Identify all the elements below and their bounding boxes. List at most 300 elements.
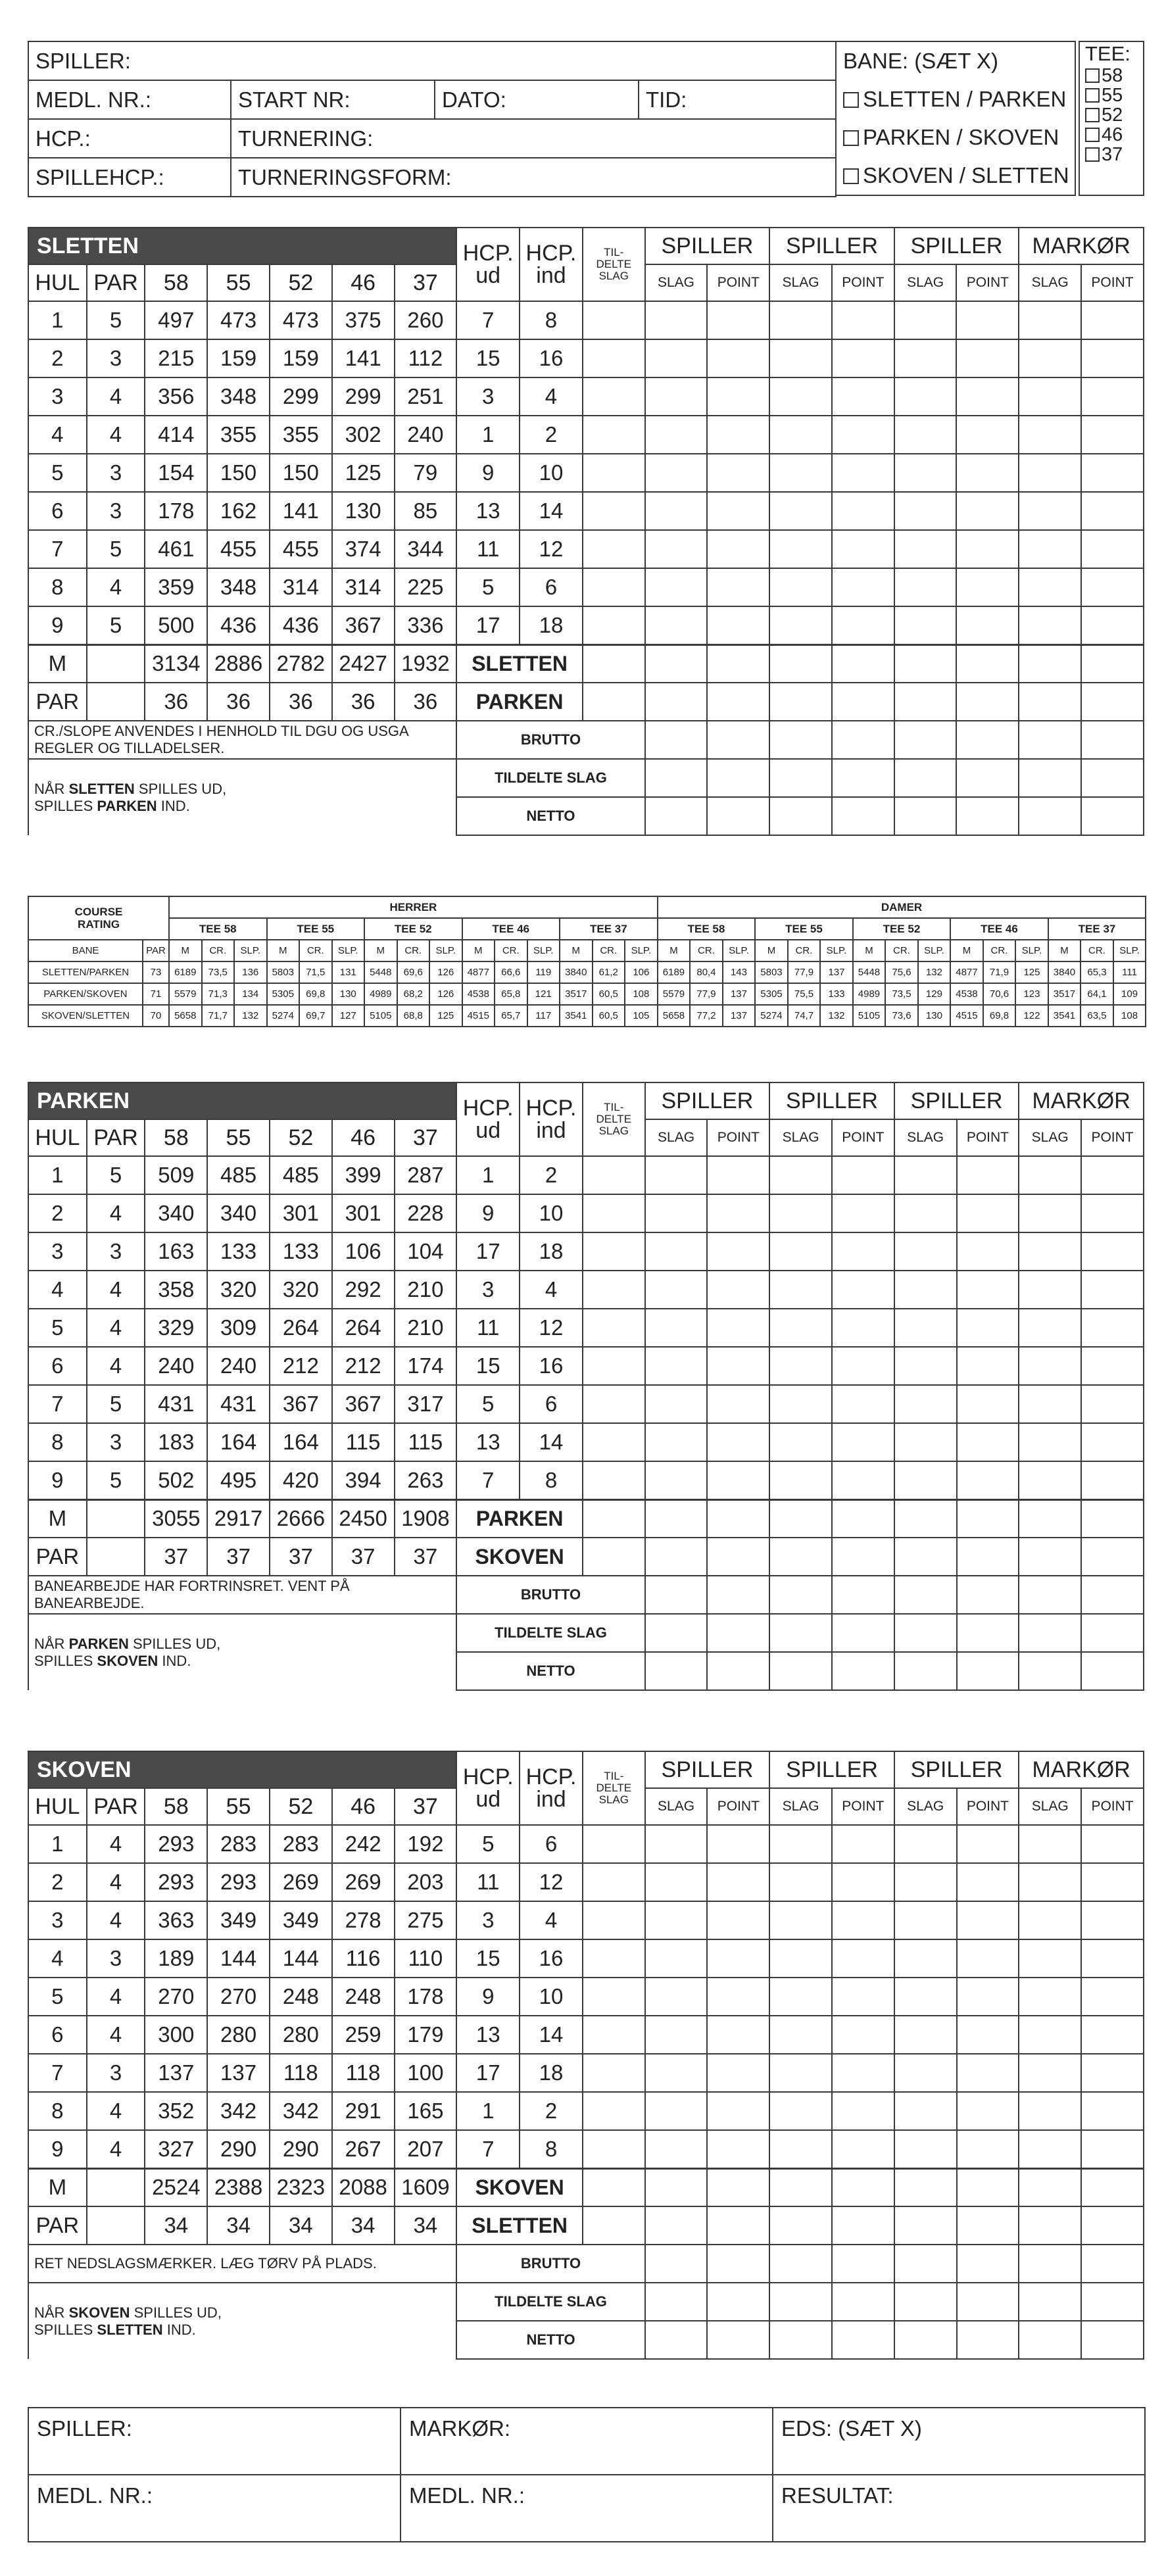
score-cell[interactable]	[645, 301, 708, 339]
score-cell[interactable]	[894, 568, 957, 606]
score-cell[interactable]	[707, 1156, 769, 1194]
score-cell[interactable]	[645, 1901, 708, 1939]
score-cell[interactable]	[769, 339, 832, 377]
score-cell[interactable]	[1019, 568, 1081, 606]
score-cell[interactable]	[645, 1576, 708, 1614]
score-cell[interactable]	[707, 2092, 769, 2130]
score-cell[interactable]	[1019, 1461, 1081, 1499]
score-cell[interactable]	[832, 2206, 894, 2245]
score-cell[interactable]	[1019, 377, 1081, 416]
tildelte-cell[interactable]	[583, 2206, 645, 2245]
score-cell[interactable]	[1081, 1309, 1144, 1347]
tildelte-cell[interactable]	[583, 416, 645, 454]
dato-field[interactable]: DATO:	[435, 80, 639, 119]
signature-eds[interactable]: EDS: (SÆT X)	[773, 2408, 1145, 2475]
bane-option[interactable]: PARKEN / SKOVEN	[837, 118, 1075, 157]
score-cell[interactable]	[1019, 1194, 1081, 1232]
score-cell[interactable]	[832, 797, 894, 835]
score-cell[interactable]	[645, 2321, 708, 2359]
tildelte-cell[interactable]	[583, 1978, 645, 2016]
score-cell[interactable]	[832, 2245, 894, 2283]
score-cell[interactable]	[645, 2245, 708, 2283]
score-cell[interactable]	[957, 1825, 1019, 1863]
score-cell[interactable]	[645, 1423, 708, 1461]
score-cell[interactable]	[707, 644, 769, 683]
score-cell[interactable]	[1019, 683, 1081, 721]
score-cell[interactable]	[645, 1347, 708, 1385]
score-cell[interactable]	[832, 1825, 894, 1863]
tildelte-cell[interactable]	[583, 1461, 645, 1499]
checkbox-icon[interactable]	[1085, 147, 1100, 162]
score-cell[interactable]	[645, 2054, 708, 2092]
score-cell[interactable]	[957, 1499, 1019, 1538]
score-cell[interactable]	[707, 606, 769, 644]
score-cell[interactable]	[832, 1347, 894, 1385]
score-cell[interactable]	[957, 2206, 1019, 2245]
score-cell[interactable]	[645, 1385, 708, 1423]
score-cell[interactable]	[1081, 492, 1144, 530]
score-cell[interactable]	[1019, 492, 1081, 530]
tildelte-cell[interactable]	[583, 339, 645, 377]
score-cell[interactable]	[956, 721, 1019, 759]
score-cell[interactable]	[769, 530, 832, 568]
score-cell[interactable]	[832, 339, 894, 377]
tee-option[interactable]: 55	[1080, 85, 1143, 105]
score-cell[interactable]	[1019, 454, 1081, 492]
spiller-field[interactable]: SPILLER:	[28, 41, 836, 80]
score-cell[interactable]	[894, 1538, 957, 1576]
medl-nr-field[interactable]: MEDL. NR.:	[28, 80, 231, 119]
score-cell[interactable]	[894, 1309, 957, 1347]
score-cell[interactable]	[894, 1652, 957, 1690]
score-cell[interactable]	[1081, 759, 1144, 797]
score-cell[interactable]	[1081, 301, 1144, 339]
score-cell[interactable]	[645, 2283, 708, 2321]
score-cell[interactable]	[894, 1194, 957, 1232]
score-cell[interactable]	[832, 1939, 894, 1978]
score-cell[interactable]	[1081, 2054, 1144, 2092]
score-cell[interactable]	[645, 644, 708, 683]
score-cell[interactable]	[707, 2168, 769, 2206]
score-cell[interactable]	[645, 454, 708, 492]
score-cell[interactable]	[707, 1978, 769, 2016]
score-cell[interactable]	[1081, 1901, 1144, 1939]
tildelte-cell[interactable]	[583, 454, 645, 492]
score-cell[interactable]	[645, 759, 708, 797]
score-cell[interactable]	[894, 1863, 957, 1901]
tildelte-cell[interactable]	[583, 2130, 645, 2168]
score-cell[interactable]	[832, 2092, 894, 2130]
score-cell[interactable]	[956, 568, 1019, 606]
score-cell[interactable]	[1019, 2283, 1081, 2321]
score-cell[interactable]	[832, 1156, 894, 1194]
score-cell[interactable]	[769, 1347, 832, 1385]
score-cell[interactable]	[707, 1939, 769, 1978]
score-cell[interactable]	[832, 1652, 894, 1690]
score-cell[interactable]	[1019, 1614, 1081, 1652]
score-cell[interactable]	[894, 1461, 957, 1499]
score-cell[interactable]	[1081, 2206, 1144, 2245]
score-cell[interactable]	[1081, 2130, 1144, 2168]
score-cell[interactable]	[645, 1538, 708, 1576]
tildelte-cell[interactable]	[583, 568, 645, 606]
tildelte-cell[interactable]	[583, 530, 645, 568]
tee-option[interactable]: 52	[1080, 105, 1143, 125]
score-cell[interactable]	[1019, 606, 1081, 644]
score-cell[interactable]	[707, 2016, 769, 2054]
score-cell[interactable]	[1019, 759, 1081, 797]
score-cell[interactable]	[894, 797, 957, 835]
tildelte-cell[interactable]	[583, 1825, 645, 1863]
score-cell[interactable]	[1081, 606, 1144, 644]
score-cell[interactable]	[1019, 1271, 1081, 1309]
score-cell[interactable]	[769, 1939, 832, 1978]
signature-resultat[interactable]: RESULTAT:	[773, 2475, 1145, 2542]
score-cell[interactable]	[769, 2168, 832, 2206]
score-cell[interactable]	[956, 339, 1019, 377]
score-cell[interactable]	[707, 1863, 769, 1901]
score-cell[interactable]	[832, 1863, 894, 1901]
score-cell[interactable]	[894, 1901, 957, 1939]
score-cell[interactable]	[1019, 644, 1081, 683]
score-cell[interactable]	[1081, 1271, 1144, 1309]
score-cell[interactable]	[832, 2321, 894, 2359]
signature-medl-nr[interactable]: MEDL. NR.:	[28, 2475, 401, 2542]
tildelte-cell[interactable]	[583, 1309, 645, 1347]
score-cell[interactable]	[1019, 721, 1081, 759]
score-cell[interactable]	[645, 1309, 708, 1347]
score-cell[interactable]	[1081, 797, 1144, 835]
checkbox-icon[interactable]	[1085, 108, 1100, 122]
score-cell[interactable]	[769, 2206, 832, 2245]
score-cell[interactable]	[894, 1385, 957, 1423]
score-cell[interactable]	[894, 530, 957, 568]
score-cell[interactable]	[956, 683, 1019, 721]
score-cell[interactable]	[894, 606, 957, 644]
score-cell[interactable]	[645, 377, 708, 416]
score-cell[interactable]	[707, 1901, 769, 1939]
score-cell[interactable]	[769, 1499, 832, 1538]
score-cell[interactable]	[894, 759, 957, 797]
score-cell[interactable]	[957, 2130, 1019, 2168]
score-cell[interactable]	[645, 1461, 708, 1499]
score-cell[interactable]	[707, 1423, 769, 1461]
bane-option[interactable]: SLETTEN / PARKEN	[837, 80, 1075, 118]
tildelte-cell[interactable]	[583, 492, 645, 530]
tee-option[interactable]: 37	[1080, 145, 1143, 164]
score-cell[interactable]	[956, 797, 1019, 835]
score-cell[interactable]	[832, 1309, 894, 1347]
score-cell[interactable]	[1019, 1863, 1081, 1901]
score-cell[interactable]	[1019, 1347, 1081, 1385]
score-cell[interactable]	[769, 2130, 832, 2168]
score-cell[interactable]	[1019, 1939, 1081, 1978]
score-cell[interactable]	[707, 2206, 769, 2245]
score-cell[interactable]	[832, 2283, 894, 2321]
score-cell[interactable]	[832, 1538, 894, 1576]
score-cell[interactable]	[1019, 1232, 1081, 1271]
score-cell[interactable]	[1081, 2245, 1144, 2283]
checkbox-icon[interactable]	[1085, 88, 1100, 103]
score-cell[interactable]	[769, 1461, 832, 1499]
score-cell[interactable]	[645, 1156, 708, 1194]
score-cell[interactable]	[769, 1901, 832, 1939]
score-cell[interactable]	[894, 2283, 957, 2321]
score-cell[interactable]	[769, 759, 832, 797]
tee-option[interactable]: 58	[1080, 66, 1143, 85]
tid-field[interactable]: TID:	[639, 80, 836, 119]
score-cell[interactable]	[645, 1652, 708, 1690]
score-cell[interactable]	[1081, 1538, 1144, 1576]
score-cell[interactable]	[1081, 1385, 1144, 1423]
score-cell[interactable]	[769, 2321, 832, 2359]
score-cell[interactable]	[645, 492, 708, 530]
score-cell[interactable]	[707, 1194, 769, 1232]
score-cell[interactable]	[1019, 1652, 1081, 1690]
score-cell[interactable]	[894, 2245, 957, 2283]
score-cell[interactable]	[894, 1576, 957, 1614]
bane-option[interactable]: SKOVEN / SLETTEN	[837, 157, 1075, 195]
score-cell[interactable]	[645, 1863, 708, 1901]
tildelte-cell[interactable]	[583, 1232, 645, 1271]
score-cell[interactable]	[957, 2168, 1019, 2206]
score-cell[interactable]	[645, 416, 708, 454]
score-cell[interactable]	[707, 568, 769, 606]
score-cell[interactable]	[957, 1309, 1019, 1347]
score-cell[interactable]	[956, 416, 1019, 454]
score-cell[interactable]	[1019, 1901, 1081, 1939]
score-cell[interactable]	[957, 1538, 1019, 1576]
score-cell[interactable]	[1019, 1309, 1081, 1347]
score-cell[interactable]	[1081, 1499, 1144, 1538]
score-cell[interactable]	[645, 1499, 708, 1538]
tildelte-cell[interactable]	[583, 2168, 645, 2206]
score-cell[interactable]	[1081, 2168, 1144, 2206]
score-cell[interactable]	[769, 454, 832, 492]
tildelte-cell[interactable]	[583, 1538, 645, 1576]
score-cell[interactable]	[832, 1423, 894, 1461]
score-cell[interactable]	[894, 1347, 957, 1385]
score-cell[interactable]	[645, 606, 708, 644]
score-cell[interactable]	[894, 1156, 957, 1194]
score-cell[interactable]	[707, 1652, 769, 1690]
score-cell[interactable]	[957, 1232, 1019, 1271]
score-cell[interactable]	[769, 1423, 832, 1461]
score-cell[interactable]	[707, 1499, 769, 1538]
score-cell[interactable]	[957, 1978, 1019, 2016]
score-cell[interactable]	[956, 301, 1019, 339]
tildelte-cell[interactable]	[583, 1156, 645, 1194]
checkbox-icon[interactable]	[843, 130, 859, 146]
score-cell[interactable]	[832, 1461, 894, 1499]
score-cell[interactable]	[769, 416, 832, 454]
score-cell[interactable]	[832, 454, 894, 492]
checkbox-icon[interactable]	[843, 168, 859, 184]
score-cell[interactable]	[832, 416, 894, 454]
score-cell[interactable]	[956, 606, 1019, 644]
score-cell[interactable]	[645, 1232, 708, 1271]
score-cell[interactable]	[645, 1614, 708, 1652]
score-cell[interactable]	[957, 2016, 1019, 2054]
score-cell[interactable]	[1019, 1538, 1081, 1576]
score-cell[interactable]	[1081, 1978, 1144, 2016]
score-cell[interactable]	[957, 1863, 1019, 1901]
score-cell[interactable]	[769, 1232, 832, 1271]
score-cell[interactable]	[1081, 1156, 1144, 1194]
score-cell[interactable]	[645, 1271, 708, 1309]
score-cell[interactable]	[894, 1939, 957, 1978]
score-cell[interactable]	[707, 339, 769, 377]
tildelte-cell[interactable]	[583, 1347, 645, 1385]
score-cell[interactable]	[1081, 1939, 1144, 1978]
score-cell[interactable]	[956, 454, 1019, 492]
tildelte-cell[interactable]	[583, 1939, 645, 1978]
score-cell[interactable]	[832, 1232, 894, 1271]
score-cell[interactable]	[707, 1825, 769, 1863]
score-cell[interactable]	[707, 2283, 769, 2321]
score-cell[interactable]	[1081, 1194, 1144, 1232]
signature-markor[interactable]: MARKØR:	[401, 2408, 773, 2475]
score-cell[interactable]	[1019, 2321, 1081, 2359]
score-cell[interactable]	[769, 2054, 832, 2092]
score-cell[interactable]	[894, 1423, 957, 1461]
score-cell[interactable]	[832, 644, 894, 683]
score-cell[interactable]	[769, 1385, 832, 1423]
tildelte-cell[interactable]	[583, 644, 645, 683]
score-cell[interactable]	[894, 1271, 957, 1309]
score-cell[interactable]	[894, 416, 957, 454]
score-cell[interactable]	[645, 1825, 708, 1863]
score-cell[interactable]	[707, 530, 769, 568]
score-cell[interactable]	[957, 1939, 1019, 1978]
score-cell[interactable]	[1081, 683, 1144, 721]
score-cell[interactable]	[1019, 339, 1081, 377]
signature-medl-nr[interactable]: MEDL. NR.:	[401, 2475, 773, 2542]
score-cell[interactable]	[707, 1538, 769, 1576]
score-cell[interactable]	[957, 1423, 1019, 1461]
score-cell[interactable]	[832, 721, 894, 759]
score-cell[interactable]	[707, 416, 769, 454]
turneringsform-field[interactable]: TURNERINGSFORM:	[231, 158, 836, 197]
score-cell[interactable]	[957, 1614, 1019, 1652]
score-cell[interactable]	[645, 2130, 708, 2168]
score-cell[interactable]	[1019, 2130, 1081, 2168]
tildelte-cell[interactable]	[583, 606, 645, 644]
score-cell[interactable]	[894, 2321, 957, 2359]
score-cell[interactable]	[894, 339, 957, 377]
score-cell[interactable]	[832, 1901, 894, 1939]
score-cell[interactable]	[707, 759, 769, 797]
score-cell[interactable]	[1019, 1423, 1081, 1461]
score-cell[interactable]	[769, 2016, 832, 2054]
score-cell[interactable]	[1081, 1423, 1144, 1461]
start-nr-field[interactable]: START NR:	[231, 80, 435, 119]
score-cell[interactable]	[832, 568, 894, 606]
score-cell[interactable]	[956, 759, 1019, 797]
checkbox-icon[interactable]	[843, 92, 859, 108]
score-cell[interactable]	[707, 683, 769, 721]
score-cell[interactable]	[1019, 1576, 1081, 1614]
checkbox-icon[interactable]	[1085, 68, 1100, 83]
tildelte-cell[interactable]	[583, 1863, 645, 1901]
score-cell[interactable]	[832, 606, 894, 644]
spillehcp-field[interactable]: SPILLEHCP.:	[28, 158, 231, 197]
score-cell[interactable]	[645, 530, 708, 568]
tildelte-cell[interactable]	[583, 1385, 645, 1423]
score-cell[interactable]	[645, 568, 708, 606]
score-cell[interactable]	[832, 759, 894, 797]
turnering-field[interactable]: TURNERING:	[231, 119, 836, 158]
score-cell[interactable]	[769, 797, 832, 835]
score-cell[interactable]	[1081, 1347, 1144, 1385]
score-cell[interactable]	[894, 644, 957, 683]
score-cell[interactable]	[1019, 1156, 1081, 1194]
score-cell[interactable]	[1019, 1978, 1081, 2016]
score-cell[interactable]	[1081, 1461, 1144, 1499]
score-cell[interactable]	[894, 1499, 957, 1538]
score-cell[interactable]	[769, 1614, 832, 1652]
score-cell[interactable]	[832, 2054, 894, 2092]
score-cell[interactable]	[769, 2245, 832, 2283]
score-cell[interactable]	[957, 2245, 1019, 2283]
score-cell[interactable]	[1081, 1232, 1144, 1271]
tildelte-cell[interactable]	[583, 2092, 645, 2130]
score-cell[interactable]	[769, 606, 832, 644]
score-cell[interactable]	[1081, 530, 1144, 568]
score-cell[interactable]	[894, 492, 957, 530]
score-cell[interactable]	[832, 1499, 894, 1538]
score-cell[interactable]	[707, 377, 769, 416]
score-cell[interactable]	[957, 1652, 1019, 1690]
score-cell[interactable]	[894, 721, 957, 759]
score-cell[interactable]	[707, 2321, 769, 2359]
score-cell[interactable]	[1081, 339, 1144, 377]
score-cell[interactable]	[707, 2245, 769, 2283]
score-cell[interactable]	[957, 1576, 1019, 1614]
score-cell[interactable]	[894, 1232, 957, 1271]
score-cell[interactable]	[832, 377, 894, 416]
score-cell[interactable]	[707, 2130, 769, 2168]
score-cell[interactable]	[769, 1825, 832, 1863]
score-cell[interactable]	[1019, 2206, 1081, 2245]
score-cell[interactable]	[645, 721, 708, 759]
score-cell[interactable]	[769, 1156, 832, 1194]
score-cell[interactable]	[707, 1576, 769, 1614]
score-cell[interactable]	[1019, 530, 1081, 568]
score-cell[interactable]	[894, 454, 957, 492]
score-cell[interactable]	[769, 721, 832, 759]
score-cell[interactable]	[956, 377, 1019, 416]
score-cell[interactable]	[769, 644, 832, 683]
score-cell[interactable]	[894, 2054, 957, 2092]
score-cell[interactable]	[957, 1461, 1019, 1499]
score-cell[interactable]	[707, 1347, 769, 1385]
score-cell[interactable]	[769, 2283, 832, 2321]
score-cell[interactable]	[1019, 2054, 1081, 2092]
score-cell[interactable]	[1019, 1825, 1081, 1863]
score-cell[interactable]	[707, 301, 769, 339]
tildelte-cell[interactable]	[583, 2016, 645, 2054]
score-cell[interactable]	[956, 492, 1019, 530]
tildelte-cell[interactable]	[583, 1271, 645, 1309]
score-cell[interactable]	[832, 1614, 894, 1652]
tildelte-cell[interactable]	[583, 1499, 645, 1538]
score-cell[interactable]	[894, 1978, 957, 2016]
score-cell[interactable]	[894, 683, 957, 721]
score-cell[interactable]	[1081, 2283, 1144, 2321]
score-cell[interactable]	[957, 1271, 1019, 1309]
score-cell[interactable]	[832, 530, 894, 568]
